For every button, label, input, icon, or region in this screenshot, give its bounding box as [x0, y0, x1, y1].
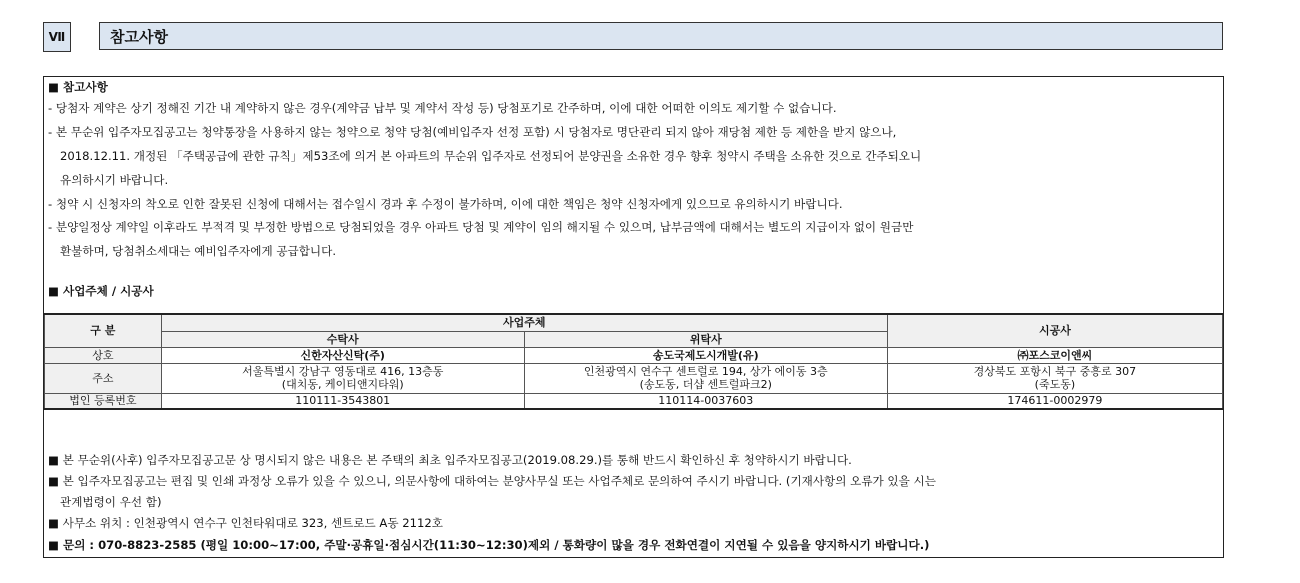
trustee-reg-number: 110111-3543801 — [161, 393, 524, 409]
table-row — [45, 347, 1223, 363]
group-header: 사업주체 — [161, 314, 887, 331]
row-label: 주소 — [45, 363, 162, 393]
trustee-address: 서울특별시 강남구 영동대로 416, 13층동 (대치동, 케이티앤지타워) — [161, 363, 524, 393]
note-line: 2018.12.11. 개정된 「주택공급에 관한 규칙」제53조에 의거 본 아파트의 무순위 입주자로 선정되어 분양권을 소유한 경우 향후 청약시 주택을 소유한 것으로 간주되오니 — [60, 149, 922, 163]
footer-line: ■ 본 입주자모집공고는 편집 및 인쇄 과정상 오류가 있을 수 있으니, 의문사항에 대하여는 분양사무실 또는 사업주체로 문의하여 주시기 바랍니다. (기재사항의 오류가 있을 시는 — [48, 474, 936, 488]
table-row — [45, 363, 1223, 393]
note-line: - 분양일정상 계약일 이후라도 부적격 및 부정한 방법으로 당첨되었을 경우 아파트 당첨 및 계약이 임의 해지될 수 있으며, 납부금액에 대해서는 별도의 지급이자 없이 원금만 — [48, 220, 914, 234]
business-table — [44, 313, 1223, 410]
builder-address: 경상북도 포항시 북구 중흥로 307 (죽도동) — [887, 363, 1222, 393]
note-line: - 당첨자 계약은 상기 정해진 기간 내 계약하지 않은 경우(계약금 납부 및 계약서 작성 등) 당첨포기로 간주하며, 이에 대한 어떠한 이의도 제기할 수 없습니다. — [48, 101, 837, 115]
truster-header: 위탁사 — [524, 331, 887, 347]
row-label: 법인 등록번호 — [45, 393, 162, 409]
truster-address: 인천광역시 연수구 센트럴로 194, 상가 에이동 3층 (송도동, 더샵 센트럴파크2) — [524, 363, 887, 393]
row-label: 상호 — [45, 347, 162, 363]
section-number: Ⅶ — [43, 22, 71, 52]
note-line: 유의하시기 바랍니다. — [60, 173, 169, 187]
section-header — [43, 22, 1224, 52]
note-line: - 본 무순위 입주자모집공고는 청약통장을 사용하지 않는 청약으로 청약 당첨(예비입주자 선정 포함) 시 당첨자로 명단관리 되지 않아 재당첨 제한 등 제한을 받지 않으나, — [48, 125, 897, 139]
contact-line: ■ 문의 : 070-8823-2585 (평일 10:00~17:00, 주말·공휴일·점심시간(11:30~12:30)제외 / 통화량이 많을 경우 전화연결이 지연될 수 있음을 양지하시기 바랍니다.) — [48, 538, 930, 552]
notes-heading: ■ 참고사항 — [48, 80, 108, 94]
reference-panel — [43, 76, 1224, 558]
footer-line: ■ 사무소 위치 : 인천광역시 연수구 인천타워대로 323, 센트로드 A동 2112호 — [48, 516, 443, 530]
trustee-header: 수탁사 — [161, 331, 524, 347]
builder-name: ㈜포스코이앤씨 — [887, 347, 1222, 363]
truster-reg-number: 110114-0037603 — [524, 393, 887, 409]
truster-name: 송도국제도시개발(유) — [524, 347, 887, 363]
footer-line: 관계법령이 우선 함) — [60, 495, 162, 509]
section-title: 참고사항 — [99, 22, 1223, 50]
note-line: 환불하며, 당첨취소세대는 예비입주자에게 공급합니다. — [60, 244, 337, 258]
note-line: - 청약 시 신청자의 착오로 인한 잘못된 신청에 대해서는 접수일시 경과 후 수정이 불가하며, 이에 대한 책임은 청약 신청자에게 있으므로 유의하시기 바랍니다. — [48, 197, 843, 211]
builder-reg-number: 174611-0002979 — [887, 393, 1222, 409]
col-label-header: 구 분 — [45, 314, 162, 347]
trustee-name: 신한자산신탁(주) — [161, 347, 524, 363]
builder-header: 시공사 — [887, 314, 1222, 347]
footer-line: ■ 본 무순위(사후) 입주자모집공고문 상 명시되지 않은 내용은 본 주택의 최초 입주자모집공고(2019.08.29.)를 통해 반드시 확인하신 후 청약하시기 바랍니다. — [48, 453, 852, 467]
table-row — [45, 393, 1223, 409]
business-heading: ■ 사업주체 / 시공사 — [48, 284, 154, 298]
